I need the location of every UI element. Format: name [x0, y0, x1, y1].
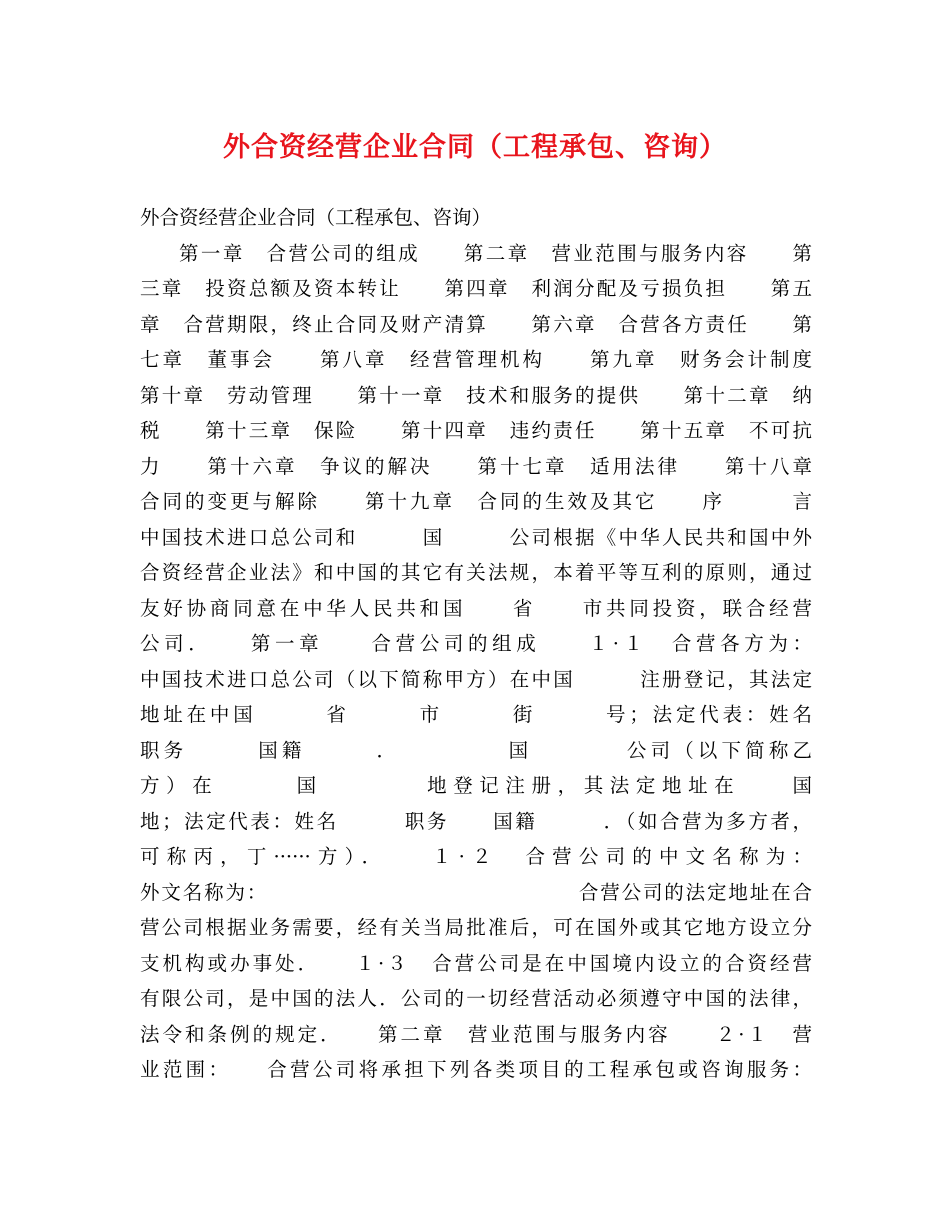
document-line: 业范围： 合营公司将承担下列各类项目的工程承包或咨询服务： — [140, 1058, 812, 1081]
document-line: 第一章 合营公司的组成 第二章 营业范围与服务内容 第 — [179, 241, 812, 265]
document-line: 友好协商同意在中华人民共和国 省 市共同投资，联合经营 — [140, 596, 812, 620]
document-line: 公司． 第一章 合营公司的组成 １·１ 合营各方为： — [140, 632, 812, 655]
document-line: 税 第十三章 保险 第十四章 违约责任 第十五章 不可抗 — [140, 419, 812, 442]
document-line: 外合资经营企业合同（工程承包、咨询） — [140, 206, 492, 229]
document-line: 三章 投资总额及资本转让 第四章 利润分配及亏损负担 第五 — [140, 277, 812, 300]
document-title: 外合资经营企业合同（工程承包、咨询） — [223, 132, 727, 163]
document-line: 地；法定代表：姓名 职务 国籍 ．（如合营为多方者， — [140, 809, 812, 833]
document-line: 力 第十六章 争议的解决 第十七章 适用法律 第十八章 — [140, 454, 812, 478]
document-line: 有限公司，是中国的法人．公司的一切经营活动必须遵守中国的法律， — [140, 987, 812, 1010]
document-line: 营公司根据业务需要，经有关当局批准后，可在国外或其它地方设立分 — [140, 916, 812, 939]
document-line: 方）在 国 地登记注册，其法定地址在 国 — [140, 774, 812, 797]
document-line: 合同的变更与解除 第十九章 合同的生效及其它 序 言 — [140, 490, 812, 513]
document-line: 可称丙，丁······方）． １·２ 合营公司的中文名称为： — [140, 845, 812, 868]
document-line: 职务 国籍 ． 国 公司（以下简称乙 — [140, 738, 812, 762]
document-line: 地址在中国 省 市 街 号；法定代表：姓名 — [140, 703, 812, 726]
document-line: 第十章 劳动管理 第十一章 技术和服务的提供 第十二章 纳 — [140, 383, 812, 407]
document-line: 七章 董事会 第八章 经营管理机构 第九章 财务会计制度 — [140, 348, 812, 371]
document-line: 章 合营期限，终止合同及财产清算 第六章 合营各方责任 第 — [140, 312, 812, 336]
document-line: 支机构或办事处． １·３ 合营公司是在中国境内设立的合资经营 — [140, 951, 812, 975]
document-line: 合资经营企业法》和中国的其它有关法规，本着平等互利的原则，通过 — [140, 561, 812, 584]
document-line: 中国技术进口总公司和 国 公司根据《中华人民共和国中外 — [140, 525, 812, 549]
document-line: 法令和条例的规定． 第二章 营业范围与服务内容 ２·１ 营 — [140, 1022, 812, 1046]
document-line: 外文名称为： 合营公司的法定地址在合 — [140, 880, 812, 904]
document-body — [140, 200, 812, 1088]
document-line: 中国技术进口总公司（以下简称甲方）在中国 注册登记，其法定 — [140, 667, 812, 691]
